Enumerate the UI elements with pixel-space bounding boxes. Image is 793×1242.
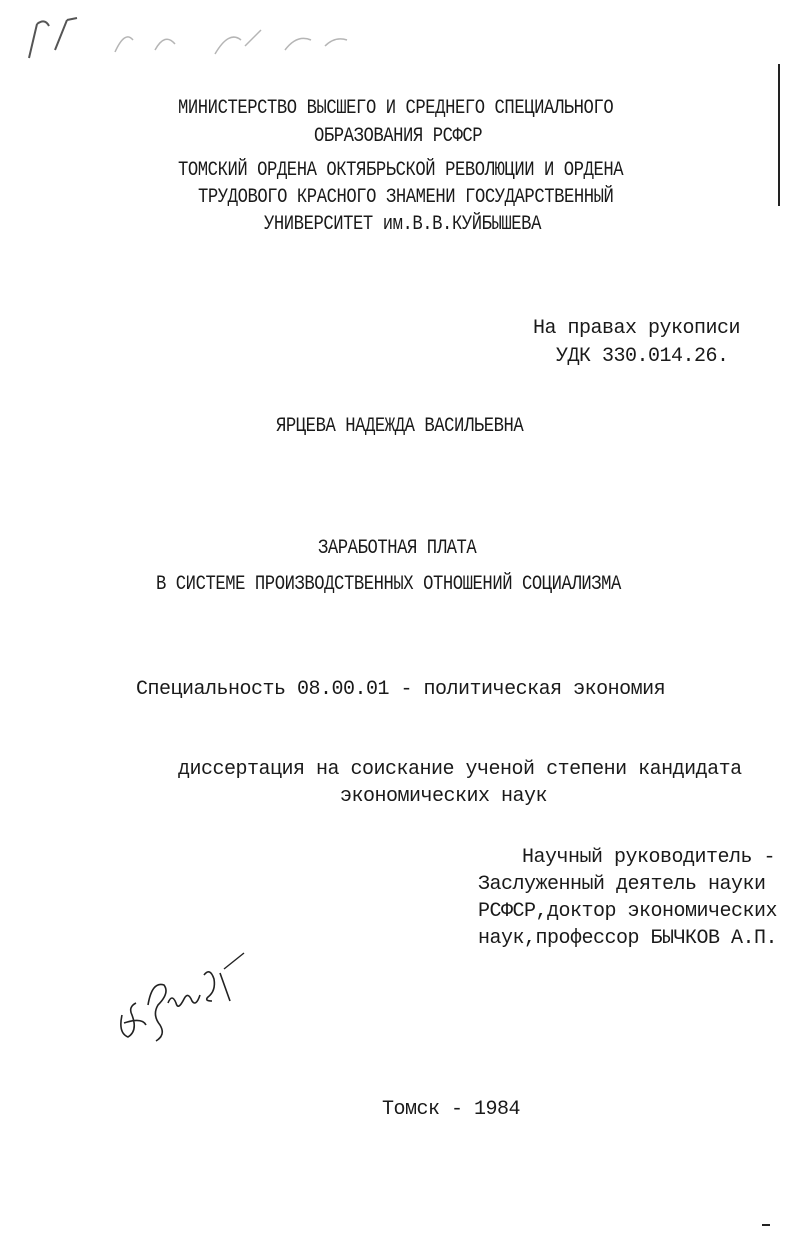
handwritten-signature	[112, 945, 252, 1055]
scan-edge-mark	[778, 64, 780, 206]
supervisor-line-4: наук,профессор БЫЧКОВ А.П.	[478, 927, 778, 950]
university-line-3: УНИВЕРСИТЕТ им.В.В.КУЙБЫШЕВА	[264, 213, 541, 236]
pencil-annotation	[15, 10, 375, 70]
supervisor-line-1: Научный руководитель -	[522, 846, 776, 869]
ministry-line-1: МИНИСТЕРСТВО ВЫСШЕГО И СРЕДНЕГО СПЕЦИАЛЬНОГО	[178, 97, 614, 120]
title-line-1: ЗАРАБОТНАЯ ПЛАТА	[318, 537, 477, 560]
supervisor-line-3: РСФСР,доктор экономических	[478, 900, 778, 923]
city-year: Томск - 1984	[382, 1098, 521, 1121]
udc-code: УДК 330.014.26.	[556, 345, 729, 368]
supervisor-line-2: Заслуженный деятель науки	[478, 873, 766, 896]
university-line-2: ТРУДОВОГО КРАСНОГО ЗНАМЕНИ ГОСУДАРСТВЕННЫЙ	[198, 186, 614, 209]
scan-corner-mark	[762, 1224, 770, 1226]
ministry-line-2: ОБРАЗОВАНИЯ РСФСР	[314, 125, 483, 148]
university-line-1: ТОМСКИЙ ОРДЕНА ОКТЯБРЬСКОЙ РЕВОЛЮЦИИ И ОРДЕНА	[178, 159, 624, 182]
author-name: ЯРЦЕВА НАДЕЖДА ВАСИЛЬЕВНА	[276, 415, 524, 438]
specialty: Специальность 08.00.01 - политическая экономия	[136, 678, 666, 701]
dissertation-line-2: экономических наук	[340, 785, 548, 808]
title-line-2: В СИСТЕМЕ ПРОИЗВОДСТВЕННЫХ ОТНОШЕНИЙ СОЦИАЛИЗМА	[156, 573, 621, 596]
dissertation-line-1: диссертация на соискание ученой степени кандидата	[178, 758, 742, 781]
manuscript-rights: На правах рукописи	[533, 317, 741, 340]
